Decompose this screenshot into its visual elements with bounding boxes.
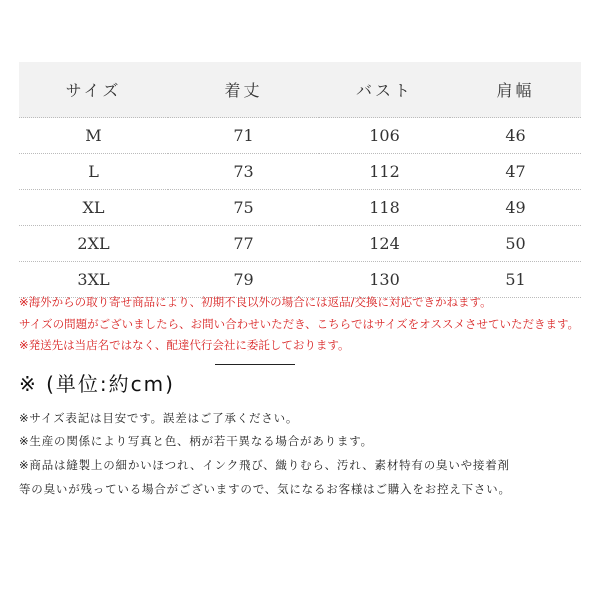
header-size: サイズ (19, 62, 168, 118)
unit-heading: ※ (単位:約cm) (19, 372, 175, 396)
table-row (19, 118, 581, 154)
cell-size: M (19, 118, 168, 154)
cell-size: L (19, 154, 168, 190)
note-color-variance: ※生産の関係により写真と色、柄が若干異なる場合があります。 (19, 434, 373, 448)
cell-shoulder: 46 (450, 118, 581, 154)
cell-bust: 124 (319, 226, 450, 262)
cell-bust: 106 (319, 118, 450, 154)
notice-return-policy: ※海外からの取り寄せ商品により、初期不良以外の場合には返品/交換に対応できかねます。 (19, 295, 492, 309)
cell-length: 75 (168, 190, 319, 226)
note-size-guide: ※サイズ表記は目安です。誤差はご了承ください。 (19, 411, 299, 425)
cell-length: 73 (168, 154, 319, 190)
cell-shoulder: 51 (450, 262, 581, 298)
note-defects-line-1: ※商品は縫製上の細かいほつれ、インク飛び、織りむら、汚れ、素材特有の臭いや接着剤 (19, 458, 510, 472)
cell-length: 77 (168, 226, 319, 262)
notice-size-consultation: サイズの問題がございましたら、お問い合わせいただき、こちらではサイズをオススメさせていただきます。 (19, 317, 580, 331)
size-table (19, 62, 581, 298)
table-row (19, 262, 581, 298)
cell-shoulder: 49 (450, 190, 581, 226)
table-row (19, 226, 581, 262)
cell-size: 3XL (19, 262, 168, 298)
cell-bust: 130 (319, 262, 450, 298)
unit-divider (215, 364, 295, 365)
header-shoulder: 肩幅 (450, 62, 581, 118)
header-bust: バスト (319, 62, 450, 118)
cell-length: 79 (168, 262, 319, 298)
header-length: 着丈 (168, 62, 319, 118)
cell-shoulder: 50 (450, 226, 581, 262)
size-table-header-row (19, 62, 581, 118)
cell-bust: 118 (319, 190, 450, 226)
note-defects-line-2: 等の臭いが残っている場合がございますので、気になるお客様はご購入をお控え下さい。 (19, 482, 511, 496)
notice-shipping: ※発送先は当店名ではなく、配達代行会社に委託しております。 (19, 338, 350, 352)
table-row (19, 190, 581, 226)
cell-length: 71 (168, 118, 319, 154)
table-row (19, 154, 581, 190)
cell-size: XL (19, 190, 168, 226)
cell-shoulder: 47 (450, 154, 581, 190)
cell-bust: 112 (319, 154, 450, 190)
cell-size: 2XL (19, 226, 168, 262)
